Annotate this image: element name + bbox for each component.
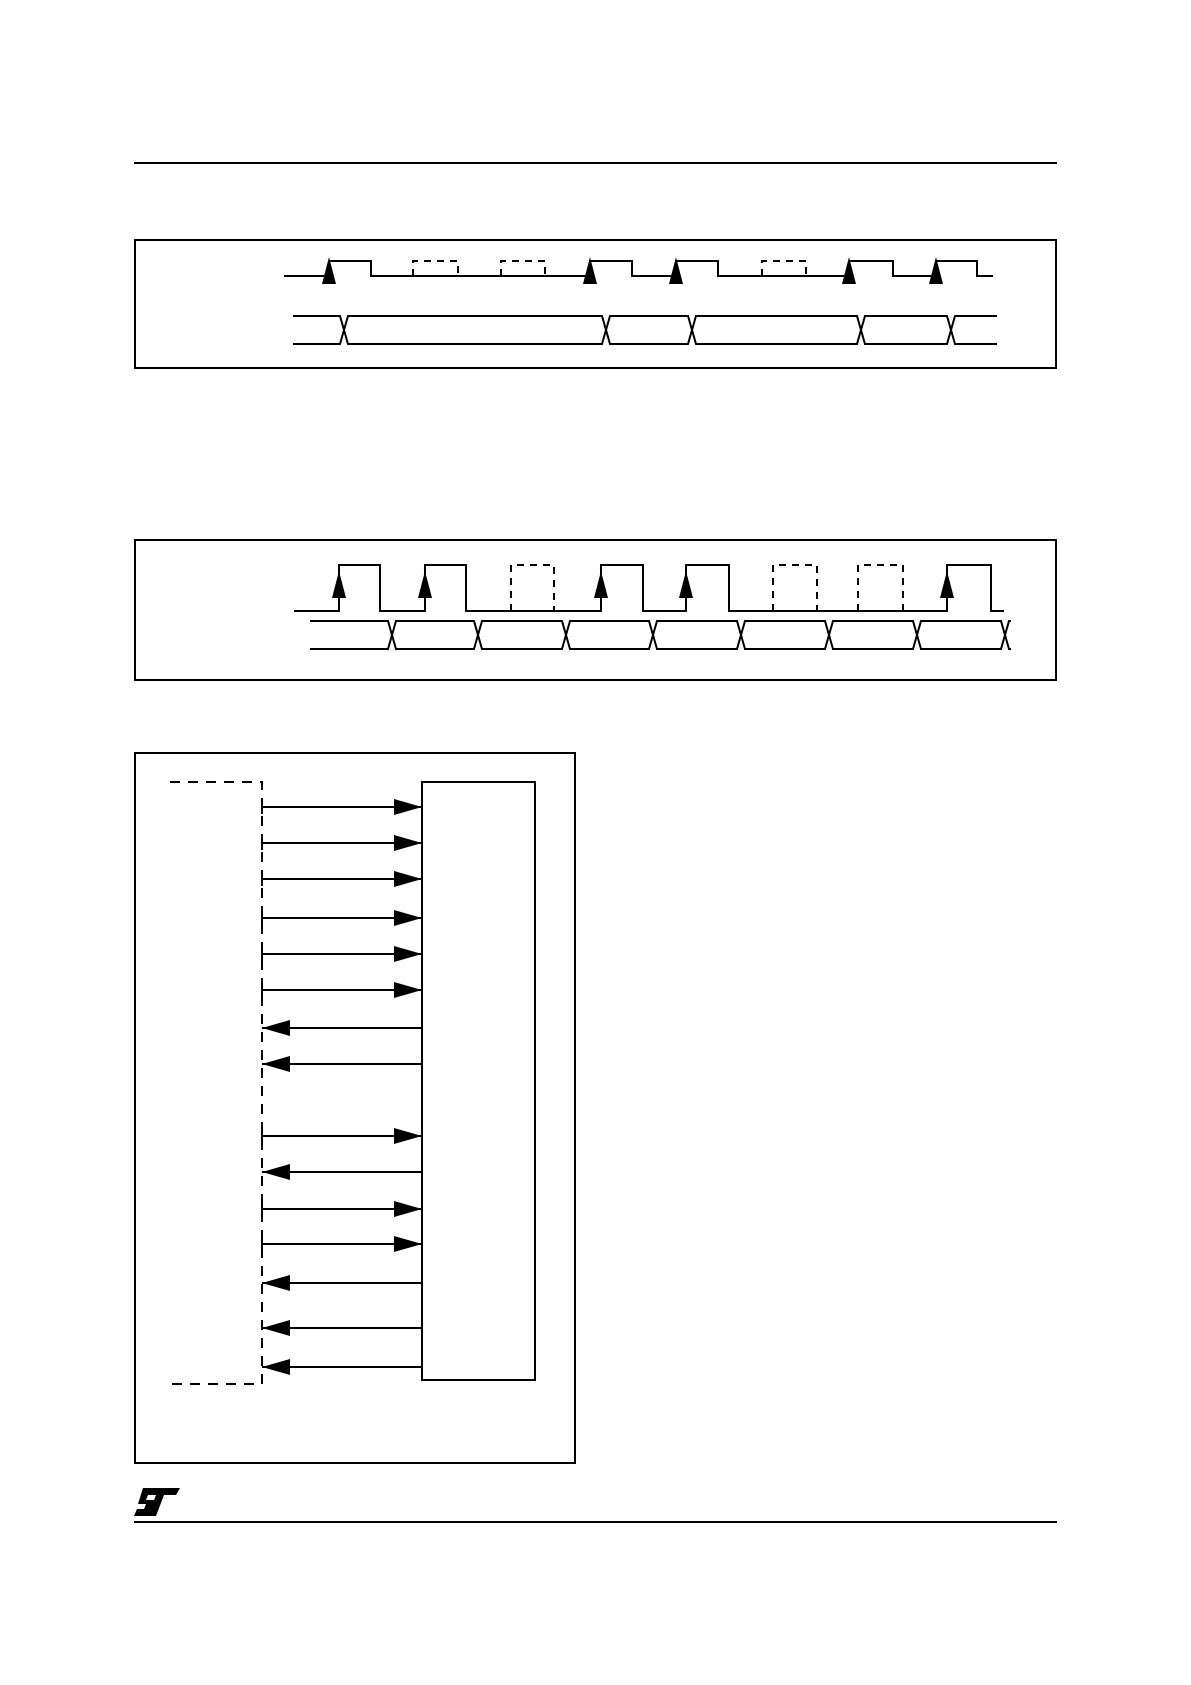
signal-arrowhead: [394, 1236, 422, 1252]
device-block: [422, 782, 535, 1380]
signal-arrowhead: [394, 799, 422, 815]
signal-arrowhead: [262, 1020, 290, 1036]
dashed-clock-pulse: [762, 261, 806, 276]
rising-edge-arrow: [594, 571, 608, 598]
rising-edge-arrow: [679, 571, 693, 598]
timing-diagram-2-drawing: [136, 541, 1059, 683]
signal-arrowhead: [262, 1320, 290, 1336]
header-rule: [134, 162, 1057, 164]
st-logo-icon: [134, 1486, 182, 1523]
timing-diagram-1-drawing: [136, 241, 1059, 371]
dashed-clock-pulse: [858, 565, 903, 611]
signal-arrowhead: [394, 835, 422, 851]
interface-block-drawing: [136, 754, 578, 1466]
signal-arrowhead: [394, 871, 422, 887]
dashed-clock-pulse: [511, 565, 554, 611]
footer-rule: [134, 1521, 1057, 1523]
data-bus: [310, 621, 1011, 649]
timing-diagram-1: [134, 239, 1057, 369]
signal-arrowhead: [262, 1164, 290, 1180]
external-boundary: [170, 782, 262, 1384]
signal-arrowhead: [394, 1128, 422, 1144]
signal-arrowhead: [394, 982, 422, 998]
dashed-clock-pulse: [501, 261, 545, 276]
rising-edge-arrow: [940, 571, 954, 598]
rising-edge-arrow: [332, 571, 346, 598]
signal-arrowhead: [262, 1056, 290, 1072]
data-bus: [293, 316, 997, 344]
signal-arrowhead: [262, 1275, 290, 1291]
signal-arrowhead: [262, 1359, 290, 1375]
rising-edge-arrow: [418, 571, 432, 598]
dashed-clock-pulse: [413, 261, 458, 276]
interface-block-diagram: [134, 752, 576, 1464]
clock-waveform: [284, 261, 993, 276]
signal-arrowhead: [394, 1201, 422, 1217]
clock-waveform: [294, 565, 1004, 611]
signal-arrowhead: [394, 910, 422, 926]
timing-diagram-2: [134, 539, 1057, 681]
signal-arrowhead: [394, 946, 422, 962]
dashed-clock-pulse: [773, 565, 817, 611]
